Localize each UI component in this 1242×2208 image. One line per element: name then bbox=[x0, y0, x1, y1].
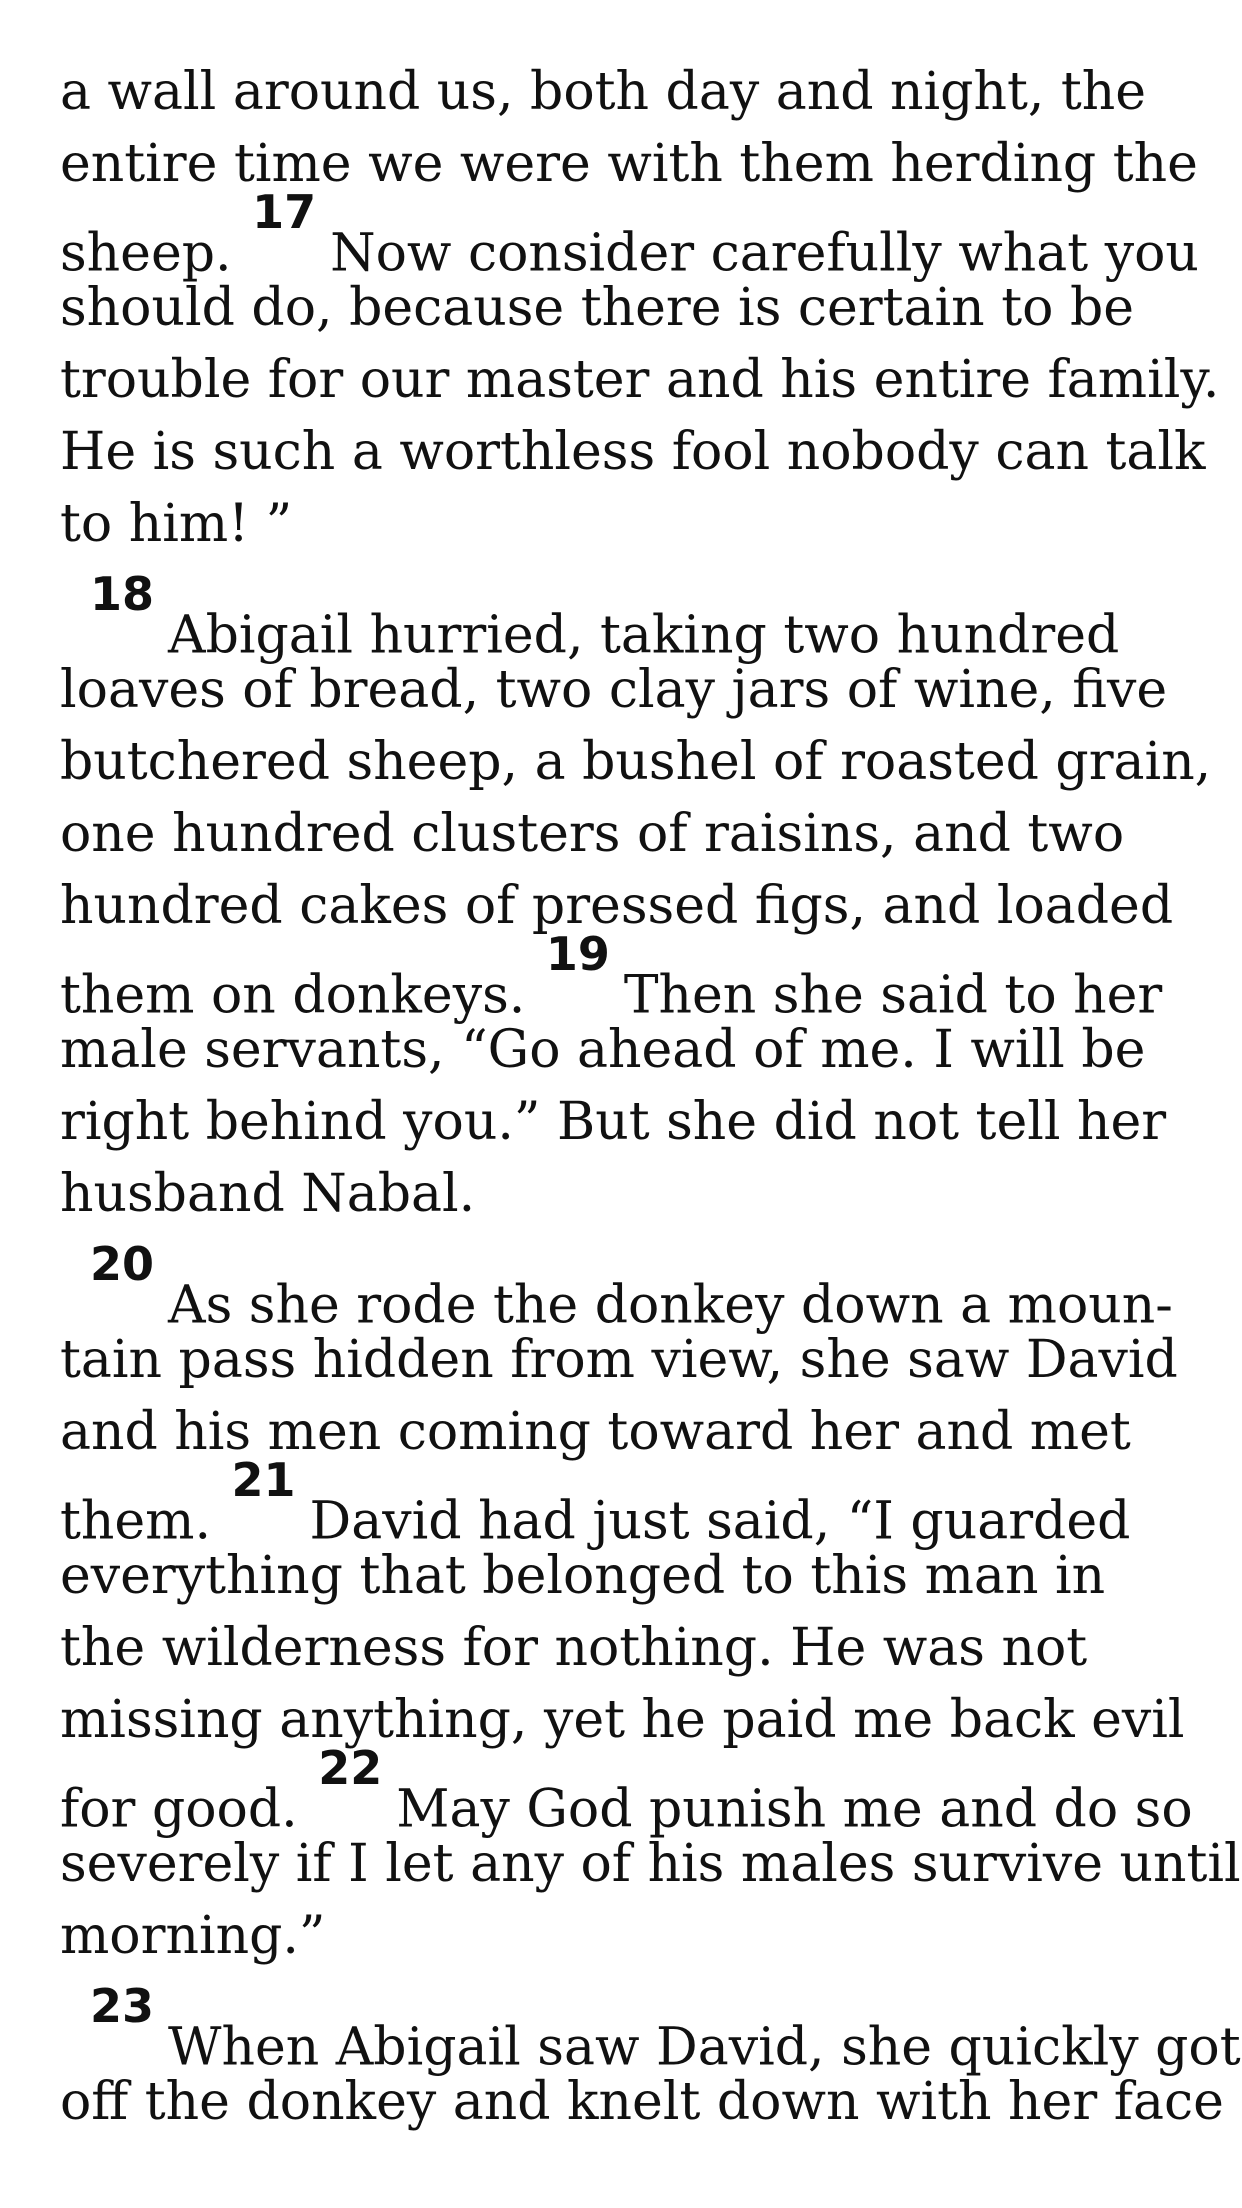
text-line bbox=[60, 1453, 1210, 1552]
text-line: husband Nabal. bbox=[60, 1164, 476, 1224]
line-text: them on donkeys. bbox=[60, 965, 526, 1026]
text-line: hundred cakes of pressed figs, and loaded bbox=[60, 876, 1174, 936]
text-line: should do, because there is certain to be bbox=[60, 278, 1134, 338]
text-line: He is such a worthless fool nobody can talk bbox=[60, 422, 1206, 482]
text-line: morning.” bbox=[60, 1906, 326, 1966]
text-line: trouble for our master and his entire family. bbox=[60, 350, 1220, 410]
text-line: the wilderness for nothing. He was not bbox=[60, 1618, 1088, 1678]
text-line: everything that belonged to this man in bbox=[60, 1546, 1106, 1606]
verse-number: 23 bbox=[90, 1979, 155, 2033]
verse-number: 20 bbox=[90, 1237, 155, 1291]
text-line: loaves of bread, two clay jars of wine, five bbox=[60, 660, 1168, 720]
paragraph bbox=[60, 564, 1210, 1230]
line-text: As she rode the donkey down a moun- bbox=[168, 1275, 1173, 1336]
text-line bbox=[60, 1234, 1210, 1336]
text-line bbox=[60, 1976, 1241, 2078]
text-line bbox=[60, 185, 1210, 284]
line-text: David had just said, “I guarded bbox=[309, 1491, 1131, 1552]
text-line bbox=[60, 1741, 1210, 1840]
line-text: them. bbox=[60, 1491, 211, 1552]
verse-number: 17 bbox=[252, 185, 317, 239]
line-text: Then she said to her bbox=[623, 965, 1163, 1026]
text-line: right behind you.” But she did not tell her bbox=[60, 1092, 1167, 1152]
line-text: Now consider carefully what you bbox=[330, 223, 1199, 284]
text-line: butchered sheep, a bushel of roasted grain, bbox=[60, 732, 1212, 792]
text-line bbox=[60, 927, 1210, 1026]
line-text: sheep. bbox=[60, 223, 232, 284]
text-line: male servants, “Go ahead of me. I will be bbox=[60, 1020, 1146, 1080]
text-line bbox=[60, 564, 1210, 666]
text-line: to him! ” bbox=[60, 494, 293, 554]
line-text: for good. bbox=[60, 1779, 298, 1840]
text-line: one hundred clusters of raisins, and two bbox=[60, 804, 1125, 864]
paragraph bbox=[60, 56, 1220, 560]
text-line: missing anything, yet he paid me back evil bbox=[60, 1690, 1185, 1750]
text-line: tain pass hidden from view, she saw David bbox=[60, 1330, 1178, 1390]
line-text: Abigail hurried, taking two hundred bbox=[168, 605, 1120, 666]
text-line: a wall around us, both day and night, the bbox=[60, 62, 1147, 122]
text-line: severely if I let any of his males survive until bbox=[60, 1834, 1241, 1894]
text-line: and his men coming toward her and met bbox=[60, 1402, 1131, 1462]
verse-number: 22 bbox=[318, 1741, 383, 1795]
line-text: When Abigail saw David, she quickly got bbox=[168, 2017, 1241, 2078]
verse-number: 18 bbox=[90, 567, 155, 621]
text-line: off the donkey and knelt down with her face bbox=[60, 2072, 1224, 2132]
paragraph bbox=[60, 1976, 1241, 2138]
verse-number: 19 bbox=[545, 927, 610, 981]
text-line: entire time we were with them herding the bbox=[60, 134, 1198, 194]
line-text: May God punish me and do so bbox=[396, 1779, 1193, 1840]
paragraph bbox=[60, 1234, 1241, 1972]
scripture-page bbox=[60, 56, 1241, 2138]
verse-number: 21 bbox=[231, 1453, 296, 1507]
